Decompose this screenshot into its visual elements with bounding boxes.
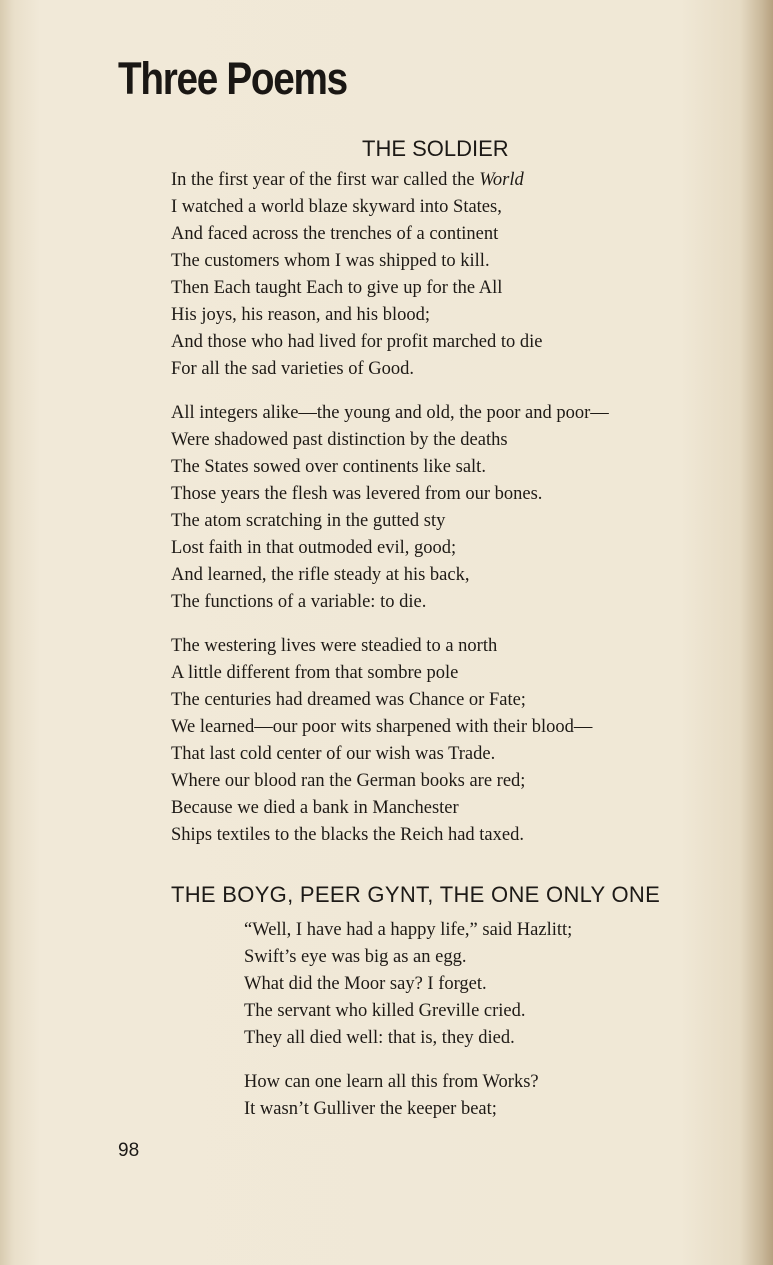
verse-line: Those years the flesh was levered from our bones.: [171, 484, 543, 504]
verse-line: Swift’s eye was big as an egg.: [244, 947, 467, 967]
verse-line: They all died well: that is, they died.: [244, 1028, 515, 1048]
verse-line: Where our blood ran the German books are red;: [171, 771, 526, 791]
verse-line: “Well, I have had a happy life,” said Hazlitt;: [244, 920, 573, 940]
verse-line: And learned, the rifle steady at his back,: [171, 565, 470, 585]
verse-line: How can one learn all this from Works?: [244, 1072, 539, 1092]
verse-line: And those who had lived for profit marched to die: [171, 332, 543, 352]
poem-heading-the-boyg: THE BOYG, PEER GYNT, THE ONE ONLY ONE: [171, 882, 661, 907]
stanza-2: [171, 400, 609, 616]
verse-line: The westering lives were steadied to a north: [171, 636, 498, 656]
verse-line: Because we died a bank in Manchester: [171, 798, 459, 818]
stanza-1: [171, 167, 542, 383]
verse-line: The servant who killed Greville cried.: [244, 1001, 526, 1021]
verse-line: Were shadowed past distinction by the deaths: [171, 430, 508, 450]
verse-line: What did the Moor say? I forget.: [244, 974, 487, 994]
verse-line: In the first year of the first war called the World: [171, 170, 524, 190]
verse-line: All integers alike—the young and old, the poor and poor—: [171, 403, 609, 423]
page-title: Three Poems: [118, 53, 347, 104]
italic-word: World: [479, 170, 524, 190]
verse-line: Ships textiles to the blacks the Reich had taxed.: [171, 825, 524, 845]
verse-line: It wasn’t Gulliver the keeper beat;: [244, 1099, 497, 1119]
verse-line: The customers whom I was shipped to kill.: [171, 251, 490, 271]
verse-line: The States sowed over continents like salt.: [171, 457, 486, 477]
verse-line: For all the sad varieties of Good.: [171, 359, 415, 379]
poem-heading-the-soldier: THE SOLDIER: [362, 136, 509, 161]
verse-line: His joys, his reason, and his blood;: [171, 305, 430, 325]
stanza-4: [244, 917, 572, 1052]
stanza-3: [171, 633, 592, 849]
verse-line: I watched a world blaze skyward into States,: [171, 197, 502, 217]
verse-line: A little different from that sombre pole: [171, 663, 459, 683]
verse-line: The centuries had dreamed was Chance or Fate;: [171, 690, 526, 710]
verse-line: The functions of a variable: to die.: [171, 592, 427, 612]
page-number: 98: [118, 1140, 140, 1161]
verse-line: We learned—our poor wits sharpened with their blood—: [171, 717, 593, 737]
verse-line: Then Each taught Each to give up for the All: [171, 278, 503, 298]
stanza-5: [244, 1069, 539, 1123]
verse-line: Lost faith in that outmoded evil, good;: [171, 538, 457, 558]
verse-line: And faced across the trenches of a continent: [171, 224, 499, 244]
verse-line: That last cold center of our wish was Trade.: [171, 744, 496, 764]
verse-line: The atom scratching in the gutted sty: [171, 511, 446, 531]
